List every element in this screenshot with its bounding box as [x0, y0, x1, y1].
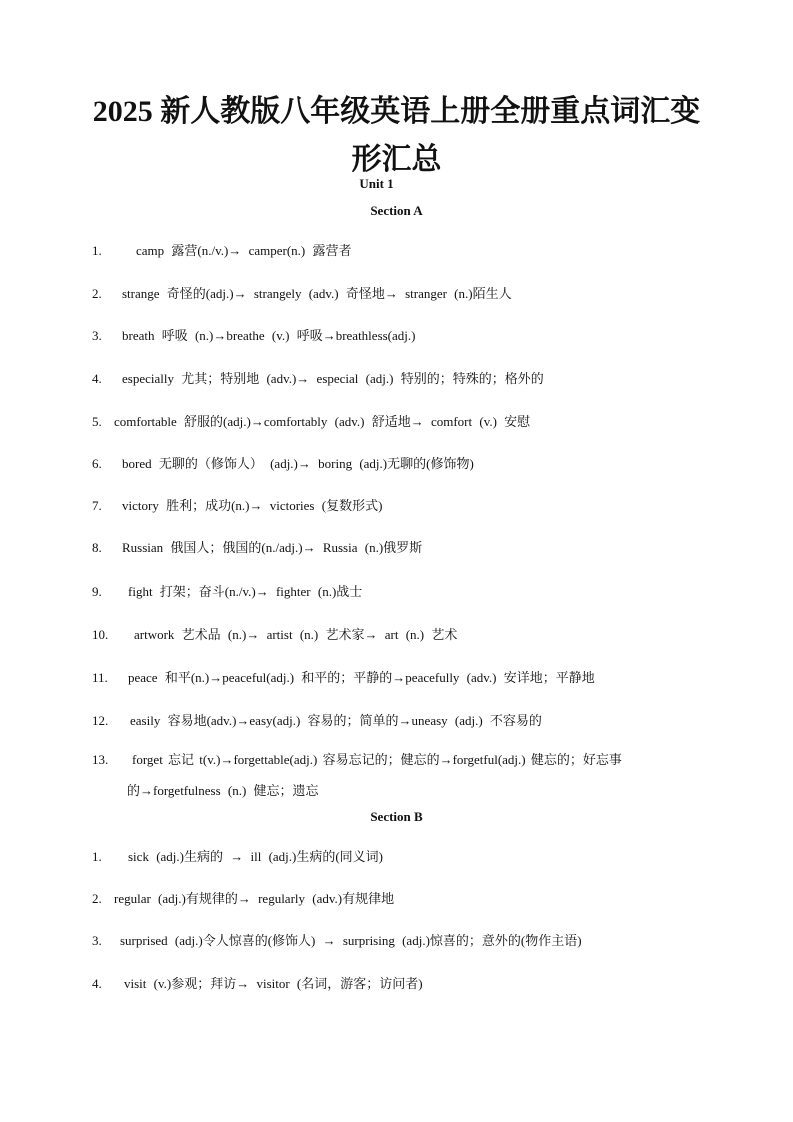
item-number: 1. [92, 243, 102, 258]
list-item [92, 848, 712, 866]
list-item [92, 712, 712, 730]
item-number: 12. [92, 713, 109, 728]
item-text: victory 胜利；成功(n.)→ victories (复数形式) [122, 498, 383, 513]
item-number: 9. [92, 584, 102, 599]
list-item [92, 539, 712, 557]
unit-heading: Unit 1 [359, 176, 394, 191]
item-number: 3. [92, 933, 102, 948]
list-item [92, 455, 712, 473]
item-number: 11. [92, 670, 108, 685]
item-text-continuation: 的→forgetfulness (n.) 健忘；遗忘 [127, 783, 319, 798]
list-item [92, 285, 712, 303]
title-line-1: 2025 新人教版八年级英语上册全册重点词汇变 [92, 95, 701, 128]
list-item [92, 890, 712, 908]
item-number: 7. [92, 498, 102, 513]
list-item [92, 975, 712, 993]
item-text: artwork 艺术品 (n.)→ artist (n.) 艺术家→ art (n.) 艺术 [134, 627, 458, 642]
item-number: 13. [92, 752, 109, 767]
item-number: 3. [92, 328, 102, 343]
item-number: 1. [92, 849, 102, 864]
item-number: 10. [92, 627, 109, 642]
list-item [92, 932, 712, 950]
item-text: surprised (adj.)令人惊喜的(修饰人) → surprising (adj.)惊喜的；意外的(物作主语) [120, 933, 582, 948]
item-text: breath 呼吸 (n.)→breathe (v.) 呼吸→breathless(adj.) [122, 328, 416, 343]
list-item [92, 242, 712, 260]
item-number: 4. [92, 976, 102, 991]
item-text: especially 尤其；特别地 (adv.)→ especial (adj.) 特别的；特殊的；格外的 [122, 371, 544, 386]
list-item [92, 370, 712, 388]
title-line-2: 形汇总 [351, 143, 442, 176]
item-text: easily 容易地(adv.)→easy(adj.) 容易的；简单的→uneasy (adj.) 不容易的 [130, 713, 542, 728]
item-text: forget 忘记 t(v.)→forgettable(adj.) 容易忘记的；健忘的→forgetful(adj.) 健忘的；好忘事 [132, 752, 622, 767]
item-text: strange 奇怪的(adj.)→ strangely (adv.) 奇怪地→ stranger (n.)陌生人 [122, 286, 512, 301]
item-text: regular (adj.)有规律的→ regularly (adv.)有规律地 [114, 891, 395, 906]
list-item [92, 669, 712, 687]
item-text: visit (v.)参观；拜访→ visitor (名词，游客；访问者) [124, 976, 423, 991]
item-text: Russian 俄国人；俄国的(n./adj.)→ Russia (n.)俄罗斯 [122, 540, 423, 555]
item-text: camp 露营(n./v.)→ camper(n.) 露营者 [136, 243, 352, 258]
item-number: 2. [92, 891, 102, 906]
document-title [60, 88, 733, 184]
item-text: bored 无聊的（修饰人） (adj.)→ boring (adj.)无聊的(修饰物) [122, 456, 474, 471]
item-text: peace 和平(n.)→peaceful(adj.) 和平的；平静的→peacefully (adv.) 安详地；平静地 [128, 670, 595, 685]
item-text: fight 打架；奋斗(n./v.)→ fighter (n.)战士 [128, 584, 363, 599]
list-item [92, 626, 712, 644]
list-item [92, 583, 712, 601]
item-text: comfortable 舒服的(adj.)→comfortably (adv.) 舒适地→ comfort (v.) 安慰 [114, 414, 531, 429]
item-number: 6. [92, 456, 102, 471]
item-number: 4. [92, 371, 102, 386]
item-number: 5. [92, 414, 102, 429]
section-b-heading: Section B [370, 809, 423, 824]
section-a-heading: Section A [370, 203, 423, 218]
list-item [92, 413, 712, 431]
list-item [92, 751, 712, 769]
list-item [92, 497, 712, 515]
item-number: 2. [92, 286, 102, 301]
item-text: sick (adj.)生病的 → ill (adj.)生病的(同义词) [128, 849, 384, 864]
item-number: 8. [92, 540, 102, 555]
list-item [92, 327, 712, 345]
